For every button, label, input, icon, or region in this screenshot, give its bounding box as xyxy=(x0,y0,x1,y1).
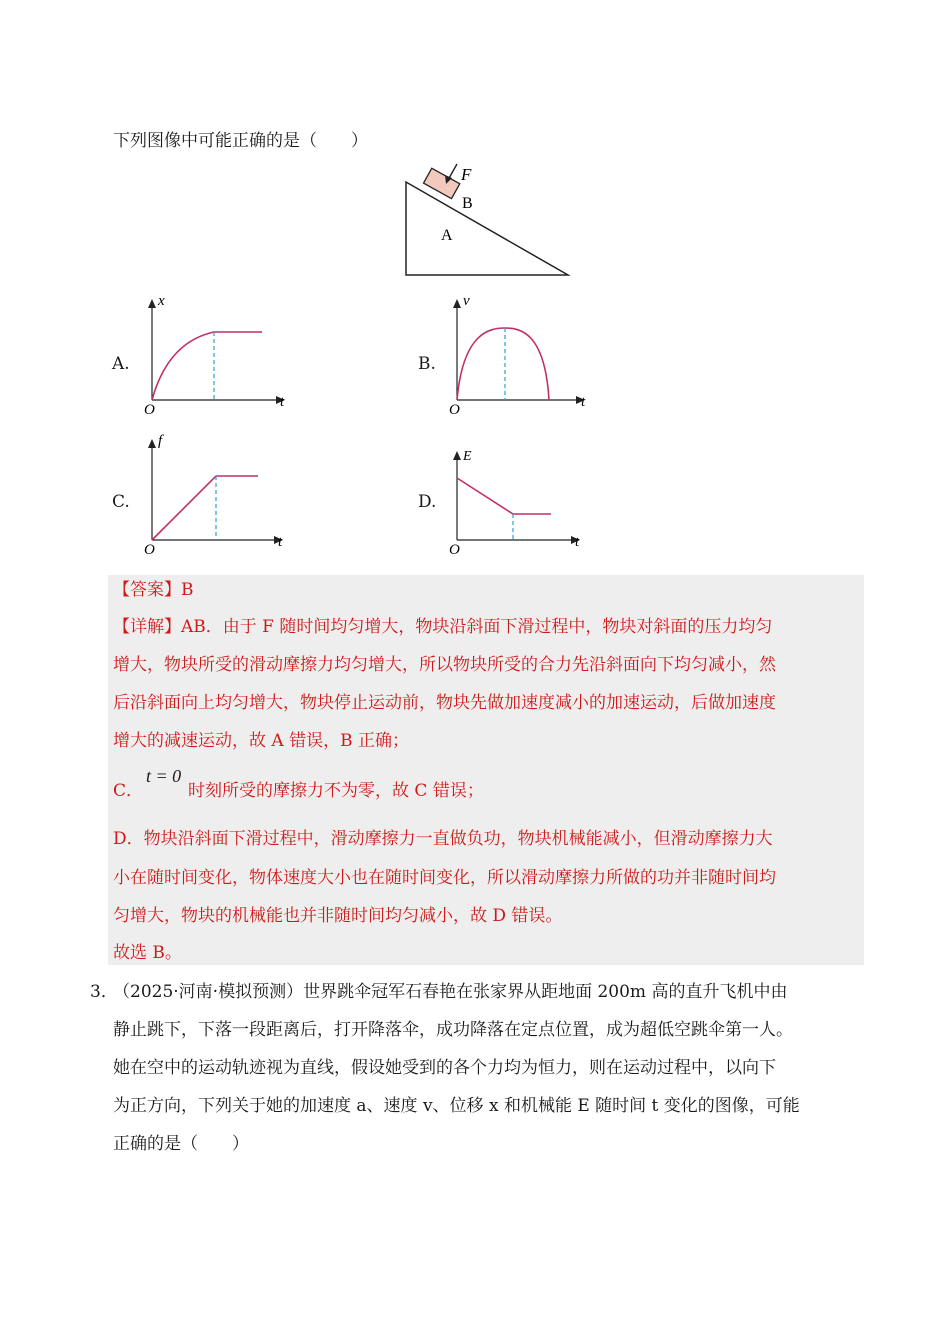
option-d-graph xyxy=(445,432,600,557)
analysis-d-line-1: D．物块沿斜面下滑过程中，滑动摩擦力一直做负功，物块机械能减小，但滑动摩擦力大 xyxy=(113,829,773,849)
y-axis-label: E xyxy=(463,449,472,464)
analysis-line-2: 增大，物块所受的滑动摩擦力均匀增大，所以物块所受的合力先沿斜面向下均匀减小，然 xyxy=(113,655,776,675)
question-3-line-5: 正确的是（ ） xyxy=(113,1134,249,1154)
option-c-graph xyxy=(140,432,295,557)
origin-label: O xyxy=(449,542,460,557)
x-axis-label: t xyxy=(278,534,283,550)
block xyxy=(424,168,460,198)
origin-label: O xyxy=(144,402,155,417)
option-b-letter[interactable]: B. xyxy=(418,354,436,374)
question-3-line-2: 静止跳下，下落一段距离后，打开降落伞，成功降落在定点位置，成为超低空跳伞第一人。 xyxy=(113,1020,793,1040)
y-axis-label: x xyxy=(158,293,165,309)
analysis-line-4: 增大的减速运动，故 A 错误，B 正确； xyxy=(113,731,409,751)
y-axis-label: v xyxy=(463,293,470,309)
question-3-line-4: 为正方向，下列关于她的加速度 a、速度 v、位移 x 和机械能 E 随时间 t 变化的图像，可能 xyxy=(113,1096,800,1116)
analysis-c-math: t = 0 xyxy=(146,766,182,786)
x-axis-label: t xyxy=(280,394,285,410)
force-label: F xyxy=(461,165,472,184)
question-3-line-1: （2025·河南·模拟预测）世界跳伞冠军石春艳在张家界从距地面 200m 高的直升飞机中由 xyxy=(113,982,788,1002)
analysis-c-prefix: C． xyxy=(113,781,144,801)
y-axis-label: f xyxy=(158,433,163,449)
option-b-graph xyxy=(445,292,600,417)
option-b-curve xyxy=(457,328,549,400)
question-stem: 下列图像中可能正确的是（ ） xyxy=(113,131,368,151)
incline-label: A xyxy=(441,227,453,244)
analysis-conclusion: 故选 B。 xyxy=(113,943,182,963)
option-d-curve xyxy=(457,478,551,514)
block-label: B xyxy=(462,195,473,212)
analysis-c-text: 时刻所受的摩擦力不为零，故 C 错误； xyxy=(188,781,484,801)
analysis-line-3: 后沿斜面向上均匀增大，物块停止运动前，物块先做加速度减小的加速运动，后做加速度 xyxy=(113,693,776,713)
analysis-d-line-3: 匀增大，物块的机械能也并非随时间均匀减小，故 D 错误。 xyxy=(113,906,563,926)
incline-triangle xyxy=(406,182,568,275)
analysis-line-1: 【详解】AB．由于 F 随时间均匀增大，物块沿斜面下滑过程中，物块对斜面的压力均匀 xyxy=(113,617,773,637)
question-3-number: 3． xyxy=(90,982,118,1002)
option-a-letter[interactable]: A. xyxy=(112,354,130,374)
option-a-graph xyxy=(140,292,295,417)
answer-tag: 【答案】 xyxy=(113,580,181,600)
analysis-d-line-2: 小在随时间变化，物体速度大小也在随时间变化，所以滑动摩擦力所做的功并非随时间均 xyxy=(113,868,776,888)
option-c-curve xyxy=(152,476,258,540)
origin-label: O xyxy=(144,542,155,557)
option-d-letter[interactable]: D. xyxy=(418,492,437,512)
answer-line xyxy=(113,580,194,600)
option-c-letter[interactable]: C. xyxy=(112,492,130,512)
origin-label: O xyxy=(449,402,460,417)
option-a-curve xyxy=(152,332,262,400)
question-3-line-3: 她在空中的运动轨迹视为直线，假设她受到的各个力均为恒力，则在运动过程中，以向下 xyxy=(113,1058,776,1078)
x-axis-label: t xyxy=(581,394,586,410)
analysis-tag: 【详解】 xyxy=(113,617,181,637)
x-axis-label: t xyxy=(575,534,580,550)
incline-figure xyxy=(395,160,585,285)
answer-value: B xyxy=(181,580,194,600)
